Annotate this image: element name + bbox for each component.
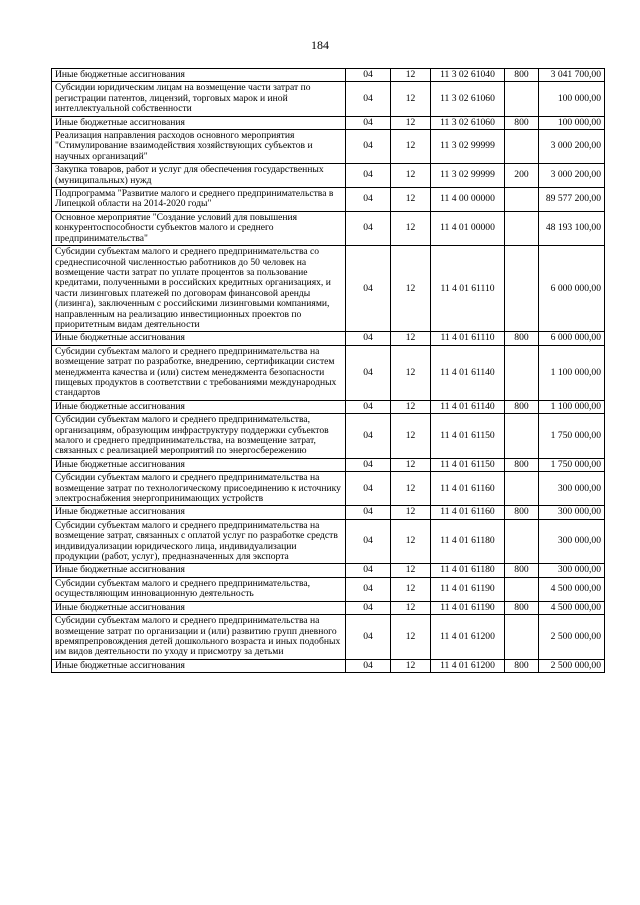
- row-subsection-cell: 12: [391, 519, 431, 564]
- row-section-cell: 04: [346, 577, 391, 601]
- table-row: [52, 400, 605, 413]
- table-row: [52, 82, 605, 116]
- row-name-cell: Иные бюджетные ассигнования: [52, 506, 346, 519]
- row-kind-cell: 800: [505, 506, 539, 519]
- row-subsection-cell: 12: [391, 211, 431, 245]
- row-name-cell: Закупка товаров, работ и услуг для обеспечения государственных (муниципальных) нужд: [52, 164, 346, 188]
- budget-table: [51, 68, 605, 673]
- row-kind-cell: [505, 345, 539, 400]
- row-subsection-cell: 12: [391, 82, 431, 116]
- row-kind-cell: 800: [505, 564, 539, 577]
- row-name-cell: Субсидии субъектам малого и среднего предпринимательства со среднесписочной численностью работников до 50 человек на возмещение части затрат по уплате процентов за пользование кредитами, полученными в российских кредитных организациях, и части лизинговых платежей по договорам финансовой аренды (лизинга), заключенным с российскими лизинговыми компаниями, направленным на реализацию инвестиционных проектов по приоритетным видам деятельности: [52, 246, 346, 332]
- row-target-cell: 11 4 01 61140: [431, 400, 505, 413]
- row-section-cell: 04: [346, 564, 391, 577]
- row-target-cell: 11 3 02 61060: [431, 82, 505, 116]
- row-subsection-cell: 12: [391, 332, 431, 345]
- row-sum-cell: 2 500 000,00: [539, 659, 605, 672]
- row-kind-cell: 800: [505, 69, 539, 82]
- table-row: [52, 472, 605, 506]
- row-target-cell: 11 3 02 61060: [431, 116, 505, 129]
- table-row: [52, 414, 605, 459]
- row-section-cell: 04: [346, 601, 391, 614]
- row-kind-cell: [505, 577, 539, 601]
- row-name-cell: Субсидии юридическим лицам на возмещение части затрат по регистрации патентов, лицензий, торговых марок и иной интеллектуальной собственности: [52, 82, 346, 116]
- row-sum-cell: 1 100 000,00: [539, 400, 605, 413]
- row-subsection-cell: 12: [391, 564, 431, 577]
- table-row: [52, 519, 605, 564]
- row-sum-cell: 1 750 000,00: [539, 414, 605, 459]
- row-sum-cell: 100 000,00: [539, 82, 605, 116]
- row-kind-cell: [505, 246, 539, 332]
- row-section-cell: 04: [346, 458, 391, 471]
- row-section-cell: 04: [346, 130, 391, 164]
- table-row: [52, 130, 605, 164]
- row-name-cell: Иные бюджетные ассигнования: [52, 564, 346, 577]
- table-row: [52, 564, 605, 577]
- row-name-cell: Субсидии субъектам малого и среднего предпринимательства, осуществляющим инновационную деятельность: [52, 577, 346, 601]
- row-sum-cell: 300 000,00: [539, 506, 605, 519]
- table-row: [52, 615, 605, 660]
- table-row: [52, 458, 605, 471]
- row-sum-cell: 300 000,00: [539, 519, 605, 564]
- row-section-cell: 04: [346, 400, 391, 413]
- row-kind-cell: 800: [505, 659, 539, 672]
- table-row: [52, 659, 605, 672]
- row-target-cell: 11 4 01 61190: [431, 601, 505, 614]
- table-row: [52, 577, 605, 601]
- row-subsection-cell: 12: [391, 400, 431, 413]
- row-kind-cell: [505, 472, 539, 506]
- row-target-cell: 11 4 01 00000: [431, 211, 505, 245]
- row-kind-cell: [505, 188, 539, 212]
- row-sum-cell: 3 000 200,00: [539, 164, 605, 188]
- row-subsection-cell: 12: [391, 414, 431, 459]
- row-sum-cell: 89 577 200,00: [539, 188, 605, 212]
- row-name-cell: Иные бюджетные ассигнования: [52, 458, 346, 471]
- row-subsection-cell: 12: [391, 506, 431, 519]
- row-section-cell: 04: [346, 659, 391, 672]
- row-target-cell: 11 3 02 99999: [431, 164, 505, 188]
- row-sum-cell: 300 000,00: [539, 472, 605, 506]
- row-section-cell: 04: [346, 345, 391, 400]
- row-target-cell: 11 4 01 61150: [431, 458, 505, 471]
- row-kind-cell: [505, 82, 539, 116]
- row-section-cell: 04: [346, 188, 391, 212]
- row-target-cell: 11 4 01 61150: [431, 414, 505, 459]
- row-kind-cell: [505, 519, 539, 564]
- row-subsection-cell: 12: [391, 472, 431, 506]
- row-target-cell: 11 3 02 61040: [431, 69, 505, 82]
- row-name-cell: Субсидии субъектам малого и среднего предпринимательства, организациям, образующим инфраструктуру поддержки субъектов малого и среднего предпринимательства, на возмещение затрат, связанных с реализацией мероприятий по энергосбережению: [52, 414, 346, 459]
- row-name-cell: Субсидии субъектам малого и среднего предпринимательства на возмещение затрат по разработке, внедрению, сертификации систем менеджмента качества и (или) систем менеджмента безопасности пищевых продуктов в соответствии с требованиями международных стандартов: [52, 345, 346, 400]
- row-subsection-cell: 12: [391, 577, 431, 601]
- row-sum-cell: 48 193 100,00: [539, 211, 605, 245]
- table-row: [52, 345, 605, 400]
- row-name-cell: Иные бюджетные ассигнования: [52, 601, 346, 614]
- row-kind-cell: 800: [505, 332, 539, 345]
- row-sum-cell: 1 100 000,00: [539, 345, 605, 400]
- row-sum-cell: 3 041 700,00: [539, 69, 605, 82]
- row-name-cell: Иные бюджетные ассигнования: [52, 69, 346, 82]
- row-sum-cell: 4 500 000,00: [539, 601, 605, 614]
- row-target-cell: 11 4 01 61200: [431, 659, 505, 672]
- table-row: [52, 332, 605, 345]
- row-section-cell: 04: [346, 82, 391, 116]
- row-target-cell: 11 4 01 61200: [431, 615, 505, 660]
- row-section-cell: 04: [346, 246, 391, 332]
- row-name-cell: Иные бюджетные ассигнования: [52, 116, 346, 129]
- row-subsection-cell: 12: [391, 601, 431, 614]
- row-name-cell: Подпрограмма "Развитие малого и среднего предпринимательства в Липецкой области на 2014-2020 годы": [52, 188, 346, 212]
- row-section-cell: 04: [346, 332, 391, 345]
- table-row: [52, 164, 605, 188]
- row-name-cell: Иные бюджетные ассигнования: [52, 332, 346, 345]
- row-target-cell: 11 4 01 61110: [431, 332, 505, 345]
- row-kind-cell: [505, 615, 539, 660]
- table-row: [52, 246, 605, 332]
- row-name-cell: Субсидии субъектам малого и среднего предпринимательства на возмещение затрат, связанных с оплатой услуг по разработке средств индивидуализации юридического лица, индивидуализации продукции (работ, услуг), предназначенных для экспорта: [52, 519, 346, 564]
- page-number: 184: [311, 38, 329, 52]
- table-row: [52, 211, 605, 245]
- row-section-cell: 04: [346, 116, 391, 129]
- row-target-cell: 11 4 01 61180: [431, 564, 505, 577]
- table-row: [52, 601, 605, 614]
- row-target-cell: 11 4 01 61190: [431, 577, 505, 601]
- row-subsection-cell: 12: [391, 458, 431, 471]
- row-subsection-cell: 12: [391, 69, 431, 82]
- row-section-cell: 04: [346, 211, 391, 245]
- row-name-cell: Основное мероприятие "Создание условий для повышения конкурентоспособности субъектов малого и среднего предпринимательства": [52, 211, 346, 245]
- row-section-cell: 04: [346, 164, 391, 188]
- row-sum-cell: 300 000,00: [539, 564, 605, 577]
- row-target-cell: 11 3 02 99999: [431, 130, 505, 164]
- row-subsection-cell: 12: [391, 116, 431, 129]
- row-sum-cell: 6 000 000,00: [539, 246, 605, 332]
- row-target-cell: 11 4 01 61160: [431, 506, 505, 519]
- row-target-cell: 11 4 01 61140: [431, 345, 505, 400]
- row-subsection-cell: 12: [391, 188, 431, 212]
- row-subsection-cell: 12: [391, 345, 431, 400]
- row-sum-cell: 1 750 000,00: [539, 458, 605, 471]
- row-kind-cell: 800: [505, 458, 539, 471]
- row-target-cell: 11 4 01 61180: [431, 519, 505, 564]
- row-name-cell: Субсидии субъектам малого и среднего предпринимательства на возмещение затрат по технологическому присоединению к источнику электроснабжения энергопринимающих устройств: [52, 472, 346, 506]
- row-section-cell: 04: [346, 472, 391, 506]
- budget-table-body: [52, 69, 605, 673]
- row-name-cell: Иные бюджетные ассигнования: [52, 659, 346, 672]
- row-subsection-cell: 12: [391, 659, 431, 672]
- row-kind-cell: [505, 211, 539, 245]
- row-section-cell: 04: [346, 414, 391, 459]
- table-row: [52, 188, 605, 212]
- row-kind-cell: 200: [505, 164, 539, 188]
- row-subsection-cell: 12: [391, 246, 431, 332]
- row-subsection-cell: 12: [391, 615, 431, 660]
- row-kind-cell: 800: [505, 601, 539, 614]
- row-subsection-cell: 12: [391, 164, 431, 188]
- row-sum-cell: 3 000 200,00: [539, 130, 605, 164]
- table-row: [52, 116, 605, 129]
- row-subsection-cell: 12: [391, 130, 431, 164]
- row-sum-cell: 6 000 000,00: [539, 332, 605, 345]
- row-section-cell: 04: [346, 519, 391, 564]
- row-kind-cell: [505, 414, 539, 459]
- table-row: [52, 69, 605, 82]
- row-name-cell: Реализация направления расходов основного мероприятия "Стимулирование взаимодействия хозяйствующих субъектов и научных организаций": [52, 130, 346, 164]
- row-target-cell: 11 4 01 61160: [431, 472, 505, 506]
- row-kind-cell: 800: [505, 400, 539, 413]
- row-name-cell: Субсидии субъектам малого и среднего предпринимательства на возмещение затрат по организации и (или) развитию групп дневного времяпрепровождения детей дошкольного возраста и иных подобных им видов деятельности по уходу и присмотру за детьми: [52, 615, 346, 660]
- row-sum-cell: 2 500 000,00: [539, 615, 605, 660]
- row-name-cell: Иные бюджетные ассигнования: [52, 400, 346, 413]
- row-section-cell: 04: [346, 69, 391, 82]
- table-row: [52, 506, 605, 519]
- row-target-cell: 11 4 00 00000: [431, 188, 505, 212]
- row-section-cell: 04: [346, 615, 391, 660]
- row-target-cell: 11 4 01 61110: [431, 246, 505, 332]
- row-kind-cell: 800: [505, 116, 539, 129]
- row-kind-cell: [505, 130, 539, 164]
- row-section-cell: 04: [346, 506, 391, 519]
- row-sum-cell: 100 000,00: [539, 116, 605, 129]
- row-sum-cell: 4 500 000,00: [539, 577, 605, 601]
